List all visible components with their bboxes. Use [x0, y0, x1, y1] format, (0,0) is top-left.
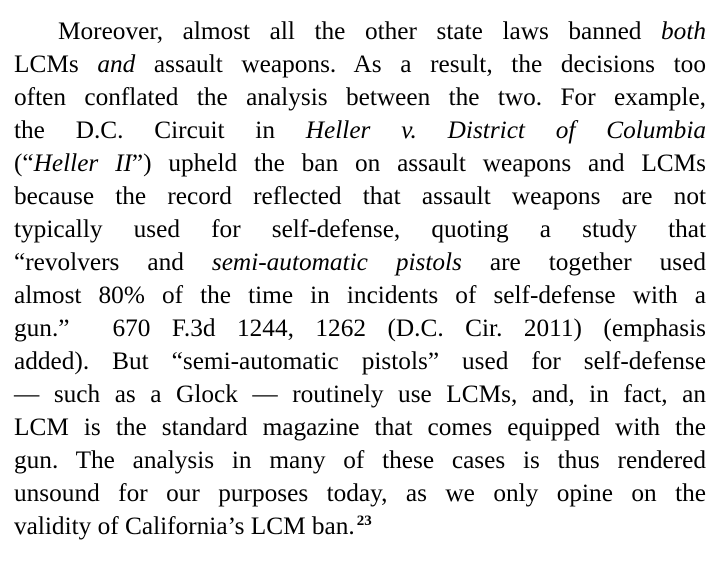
- text-line: [14, 81, 706, 114]
- text-line: [14, 48, 706, 81]
- text-line: [14, 477, 706, 510]
- emphasis-semi-automatic-pistols: semi-automatic pistols: [211, 248, 462, 276]
- text-segment: LCMs: [14, 50, 98, 78]
- case-short-name: Heller II: [33, 149, 132, 177]
- text-segment: because the record reflected that assault weapons are not: [14, 182, 706, 210]
- text-segment: the D.C. Circuit in: [14, 116, 306, 144]
- text-segment: unsound for our purposes today, as we only opine on the: [14, 479, 706, 507]
- text-segment: are together used: [461, 248, 706, 276]
- emphasis-and: and: [97, 50, 136, 78]
- text-line: [14, 246, 706, 279]
- text-line: [14, 510, 706, 543]
- text-line: [14, 147, 706, 180]
- text-segment: added). But “semi-automatic pistols” used for self-defense: [14, 347, 706, 375]
- text-segment: validity of California’s LCM ban.: [14, 512, 355, 540]
- text-line: [14, 213, 706, 246]
- text-segment: almost 80% of the time in incidents of self-defense with a: [14, 281, 706, 309]
- case-name: Heller v. District of Columbia: [305, 116, 706, 144]
- text-segment: Moreover, almost all the other state laws banned: [58, 17, 662, 45]
- text-segment: ”) upheld the ban on assault weapons and LCMs: [131, 149, 706, 177]
- text-segment: “revolvers and: [14, 248, 212, 276]
- footnote-reference[interactable]: 23: [356, 513, 372, 529]
- text-line: [14, 279, 706, 312]
- text-segment: typically used for self-defense, quoting a study that: [14, 215, 706, 243]
- text-line: [14, 378, 706, 411]
- body-paragraph: [14, 15, 706, 543]
- text-segment: gun. The analysis in many of these cases is thus rendered: [14, 446, 706, 474]
- text-segment: often conflated the analysis between the two. For example,: [14, 83, 706, 111]
- text-segment: (“: [14, 149, 34, 177]
- text-segment: LCM is the standard magazine that comes equipped with the: [14, 413, 706, 441]
- emphasis-both: both: [661, 17, 706, 45]
- citation-text: gun.” 670 F.3d 1244, 1262 (D.C. Cir. 2011) (emphasis: [14, 314, 706, 342]
- text-line: [14, 345, 706, 378]
- text-line: [14, 444, 706, 477]
- text-line: [14, 180, 706, 213]
- text-segment: — such as a Glock — routinely use LCMs, and, in fact, an: [14, 380, 706, 408]
- text-line: [14, 411, 706, 444]
- text-line: [14, 312, 706, 345]
- text-line: [14, 114, 706, 147]
- document-page: [14, 15, 706, 543]
- text-line: [14, 15, 706, 48]
- text-segment: assault weapons. As a result, the decisions too: [135, 50, 706, 78]
